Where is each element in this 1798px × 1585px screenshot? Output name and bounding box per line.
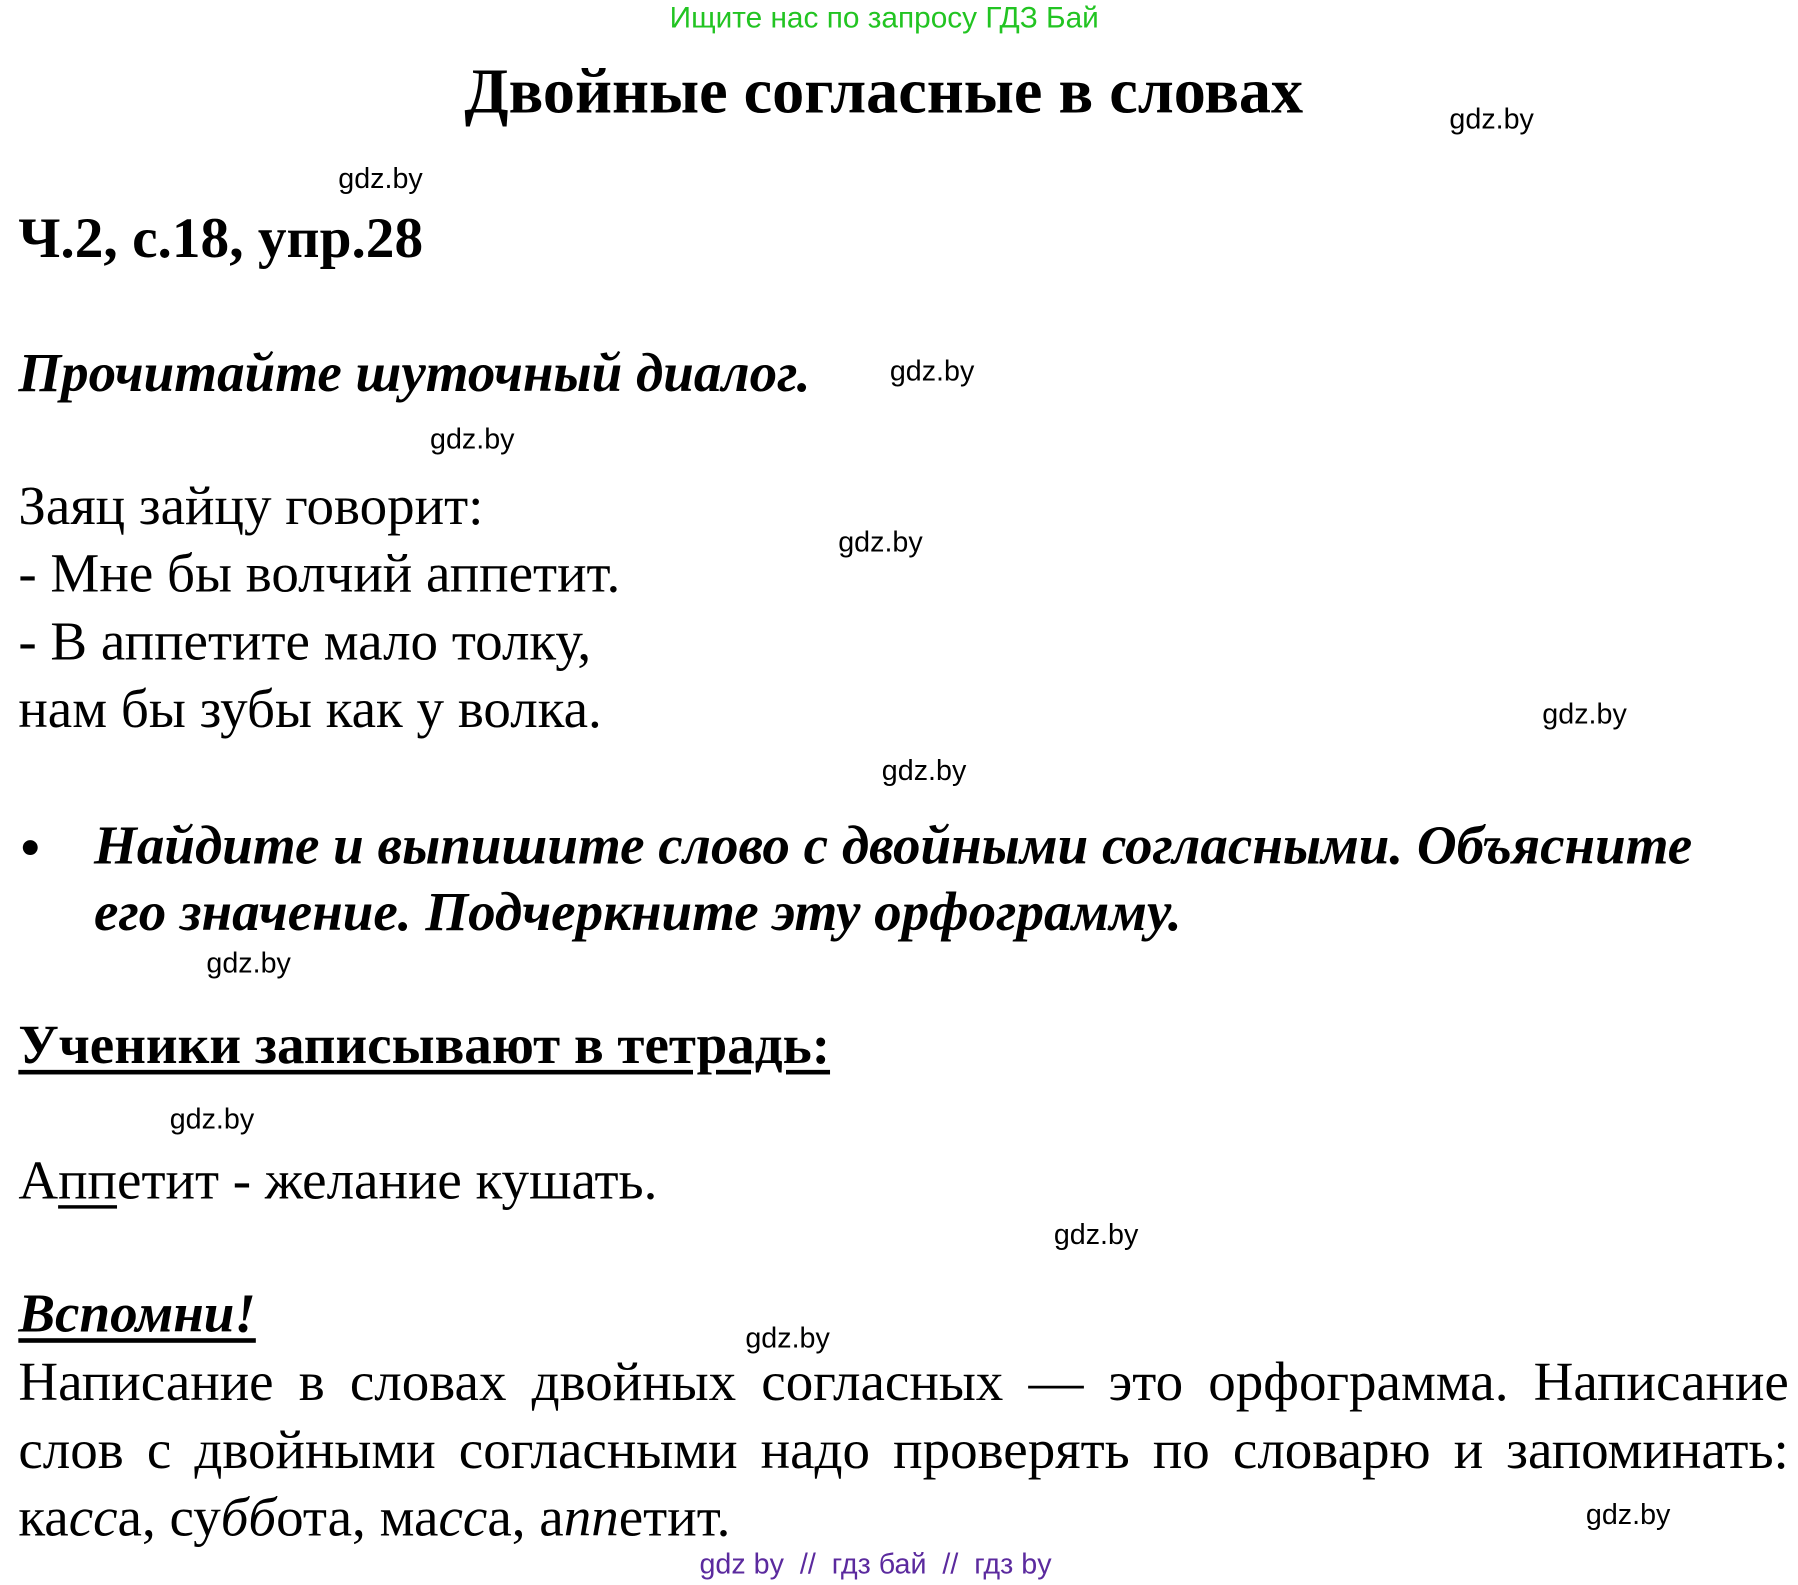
answer-rest: етит - желание кушать. <box>117 1150 658 1211</box>
footer-watermark: gdz by // гдз бай // гдз by <box>699 1548 1052 1581</box>
remember-heading: Вспомни! <box>18 1283 256 1344</box>
task-line: Найдите и выпишите слово с двойными согласными. Объясните <box>94 815 1693 877</box>
watermark: gdz.by <box>430 423 515 456</box>
poem-line: Заяц зайцу говорит: <box>18 475 484 537</box>
page-title: Двойные согласные в словах <box>464 56 1304 128</box>
paragraph-line: слов с двойными согласными надо проверять по словарю и запоминать: <box>18 1419 1789 1481</box>
answer-double-consonant: пп <box>58 1150 118 1211</box>
poem-line: - В аппетите мало толку, <box>18 611 592 672</box>
watermark: gdz.by <box>206 947 291 980</box>
paragraph-line: Написание в словах двойных согласных — это орфограмма. Написание <box>18 1351 1789 1413</box>
watermark: gdz.by <box>169 1103 255 1136</box>
watermark: gdz.by <box>1542 698 1627 731</box>
examples-line: касса, суббота, масса, аппетит. <box>18 1487 731 1549</box>
students-heading: Ученики записывают в тетрадь: <box>18 1014 831 1076</box>
watermark: gdz.by <box>889 355 975 388</box>
watermark: gdz.by <box>881 754 967 787</box>
top-banner: Ищите нас по запросу ГДЗ Бай <box>669 0 1099 35</box>
watermark: gdz.by <box>1585 1498 1671 1531</box>
watermark: gdz.by <box>338 162 423 195</box>
watermark: gdz.by <box>1449 103 1534 136</box>
remember-paragraph <box>18 1349 1789 1552</box>
answer-line <box>18 1150 658 1211</box>
watermark: gdz.by <box>1053 1218 1139 1252</box>
poem-line: - Мне бы волчий аппетит. <box>18 543 621 605</box>
task-line: его значение. Подчеркните эту орфограмму. <box>94 881 1182 943</box>
bullet: • <box>20 817 40 879</box>
answer-a: А <box>18 1150 59 1211</box>
task-instruction: Прочитайте шуточный диалог. <box>18 342 811 404</box>
poem-line: нам бы зубы как у волка. <box>18 678 602 740</box>
exercise-ref: Ч.2, с.18, упр.28 <box>18 205 424 270</box>
watermark: gdz.by <box>745 1322 830 1355</box>
watermark: gdz.by <box>838 526 923 559</box>
